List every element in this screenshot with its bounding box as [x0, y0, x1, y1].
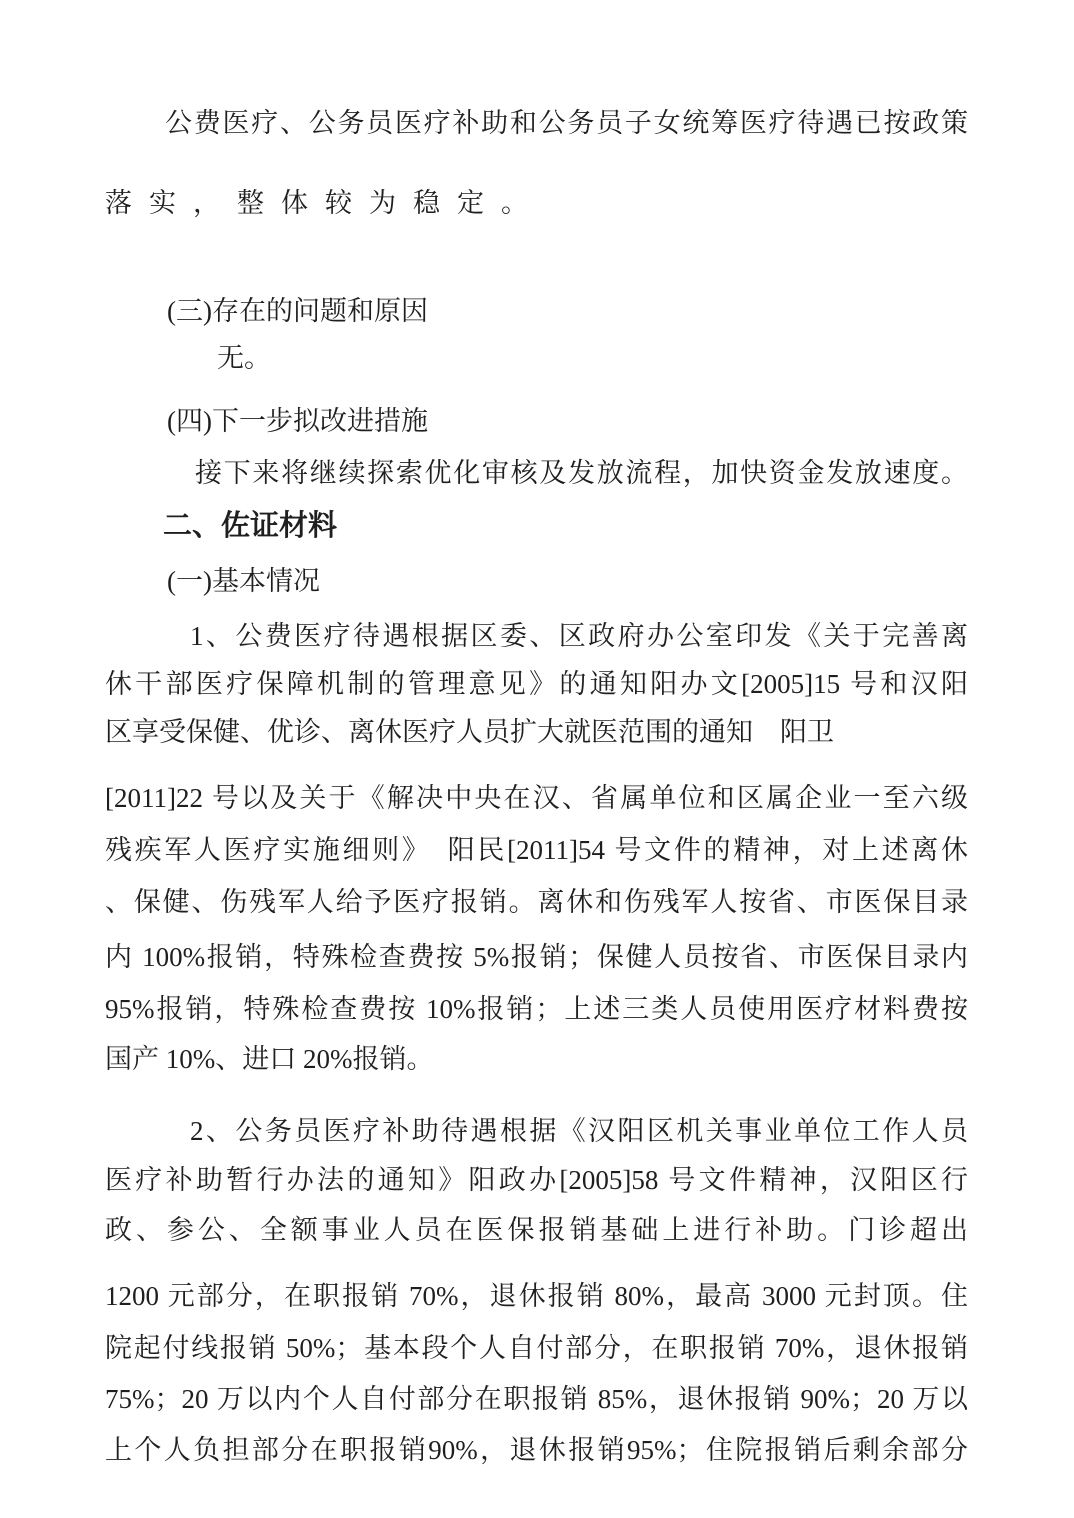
body-text-line: 无。	[217, 343, 271, 373]
body-text-line: 国产 10%、进口 20%报销。	[105, 1044, 434, 1074]
body-text-line: 区享受保健、优诊、离休医疗人员扩大就医范围的通知 阳卫	[105, 717, 834, 747]
body-text-line: 残疾军人医疗实施细则》 阳民[2011]54 号文件的精神，对上述离休	[105, 835, 968, 865]
body-text-line: 医疗补助暂行办法的通知》阳政办[2005]58 号文件精神，汉阳区行	[105, 1165, 968, 1195]
body-text-line: 1200 元部分，在职报销 70%，退休报销 80%，最高 3000 元封顶。住	[105, 1281, 968, 1311]
heading-section-3-problems: (三)存在的问题和原因	[167, 296, 428, 326]
body-text-line: 落实，整体较为稳定。	[105, 188, 545, 218]
body-text-line: [2011]22 号以及关于《解决中央在汉、省属单位和区属企业一至六级	[105, 783, 968, 813]
body-text-line: 95%报销，特殊检查费按 10%报销；上述三类人员使用医疗材料费按	[105, 994, 968, 1024]
body-text-line: 1、公费医疗待遇根据区委、区政府办公室印发《关于完善离	[190, 621, 968, 651]
body-text-line: 75%；20 万以内个人自付部分在职报销 85%，退休报销 90%；20 万以	[105, 1384, 968, 1414]
body-text-line: 政、参公、全额事业人员在医保报销基础上进行补助。门诊超出	[105, 1215, 968, 1245]
body-text-line: 2、公务员医疗补助待遇根据《汉阳区机关事业单位工作人员	[190, 1116, 968, 1146]
body-text-line: 内 100%报销，特殊检查费按 5%报销；保健人员按省、市医保目录内	[105, 942, 968, 972]
heading-basic-situation: (一)基本情况	[167, 566, 320, 596]
heading-section-4-improvements: (四)下一步拟改进措施	[167, 406, 428, 436]
body-text-line: 休干部医疗保障机制的管理意见》的通知阳办文[2005]15 号和汉阳	[105, 669, 968, 699]
heading-evidence-materials: 二、佐证材料	[163, 510, 338, 542]
body-text-line: 上个人负担部分在职报销90%，退休报销95%；住院报销后剩余部分	[105, 1435, 968, 1465]
body-text-line: 、保健、伤残军人给予医疗报销。离休和伤残军人按省、市医保目录	[105, 887, 968, 917]
body-text-line: 接下来将继续探索优化审核及发放流程，加快资金发放速度。	[195, 458, 968, 488]
body-text-line: 公费医疗、公务员医疗补助和公务员子女统筹医疗待遇已按政策	[165, 108, 968, 138]
body-text-line: 院起付线报销 50%；基本段个人自付部分，在职报销 70%，退休报销	[105, 1333, 968, 1363]
